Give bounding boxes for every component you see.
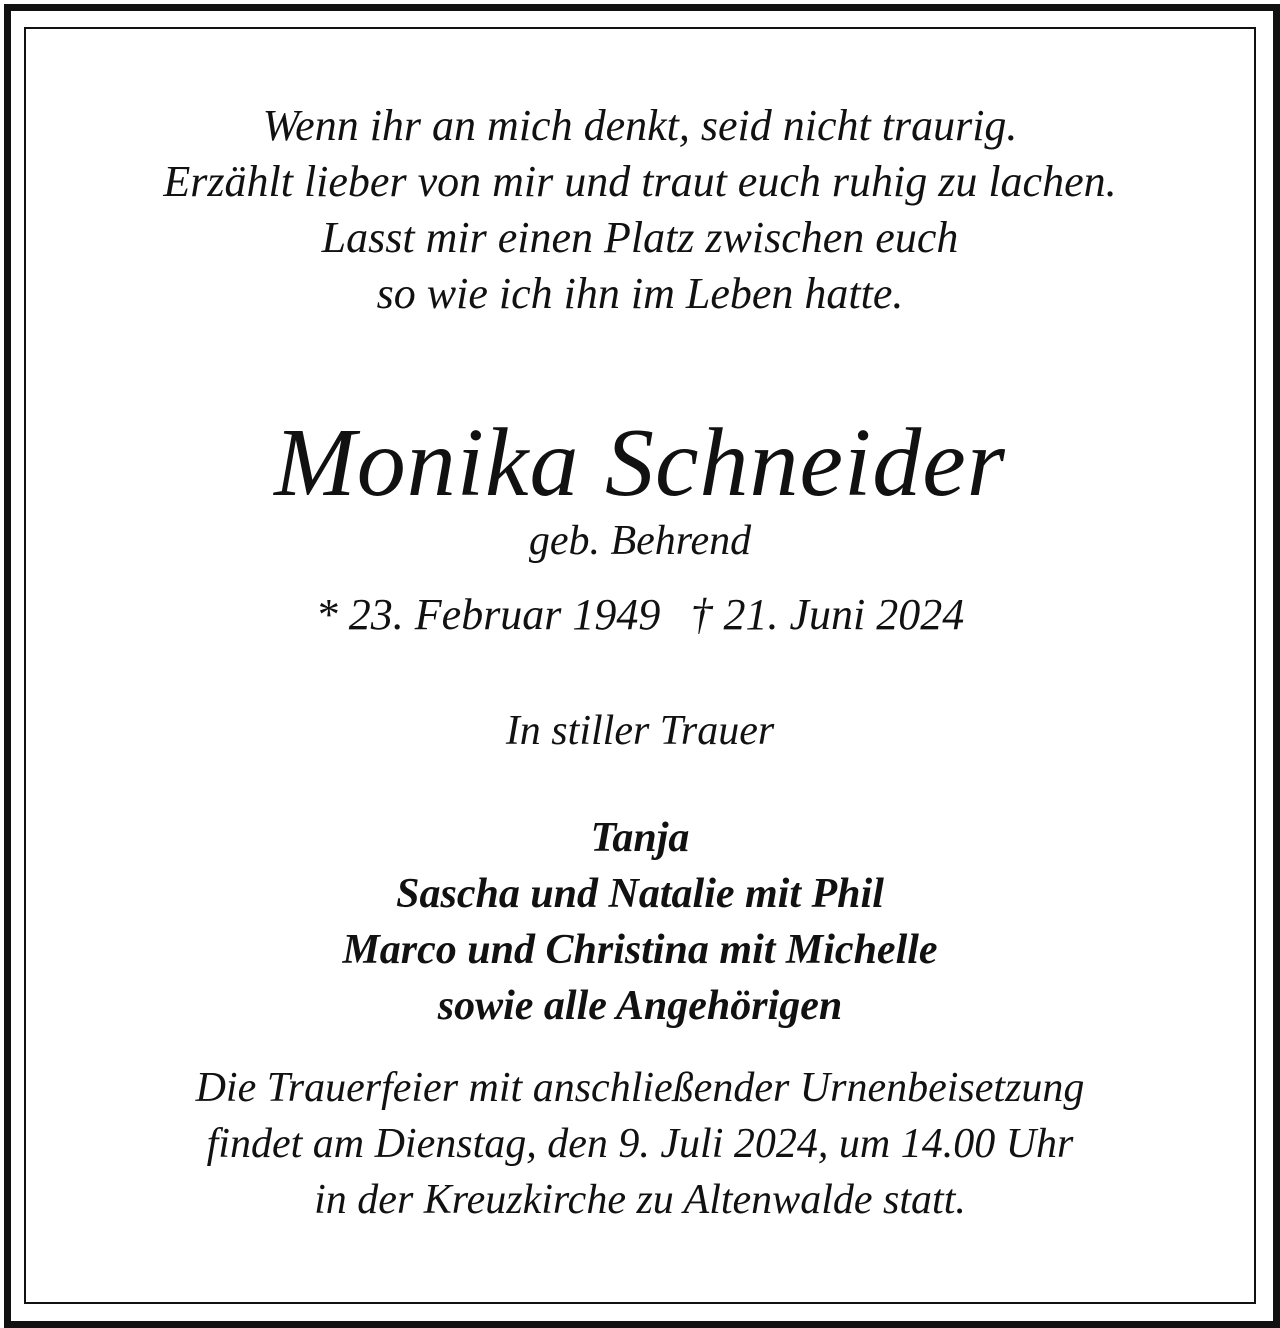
mourner-name: Tanja — [590, 815, 690, 861]
poem-line: Erzählt lieber von mir und traut euch ruhig zu lachen. — [163, 157, 1117, 206]
poem-line: Lasst mir einen Platz zwischen euch — [321, 213, 959, 262]
birth-date: * 23. Februar 1949 — [315, 590, 661, 639]
ceremony-line: findet am Dienstag, den 9. Juli 2024, um 14.00 Uhr — [206, 1121, 1074, 1167]
mourner-name: Marco und Christina mit Michelle — [342, 927, 938, 973]
memorial-poem — [30, 98, 1250, 322]
deceased-name: Monika Schneider — [274, 409, 1006, 517]
life-dates — [30, 588, 1250, 642]
mourning-line: In stiller Trauer — [505, 708, 775, 754]
maiden-name: geb. Behrend — [528, 518, 752, 564]
death-date: † 21. Juni 2024 — [690, 590, 965, 639]
ceremony-line: in der Kreuzkirche zu Altenwalde statt. — [314, 1177, 966, 1223]
mourner-name: Sascha und Natalie mit Phil — [396, 871, 884, 917]
poem-line: so wie ich ihn im Leben hatte. — [376, 269, 904, 318]
mourner-name: sowie alle Angehörigen — [437, 983, 843, 1029]
mourners-list — [30, 810, 1250, 1034]
poem-line: Wenn ihr an mich denkt, seid nicht traurig. — [262, 101, 1018, 150]
ceremony-announcement — [30, 1060, 1250, 1228]
ceremony-line: Die Trauerfeier mit anschließender Urnenbeisetzung — [195, 1065, 1085, 1111]
